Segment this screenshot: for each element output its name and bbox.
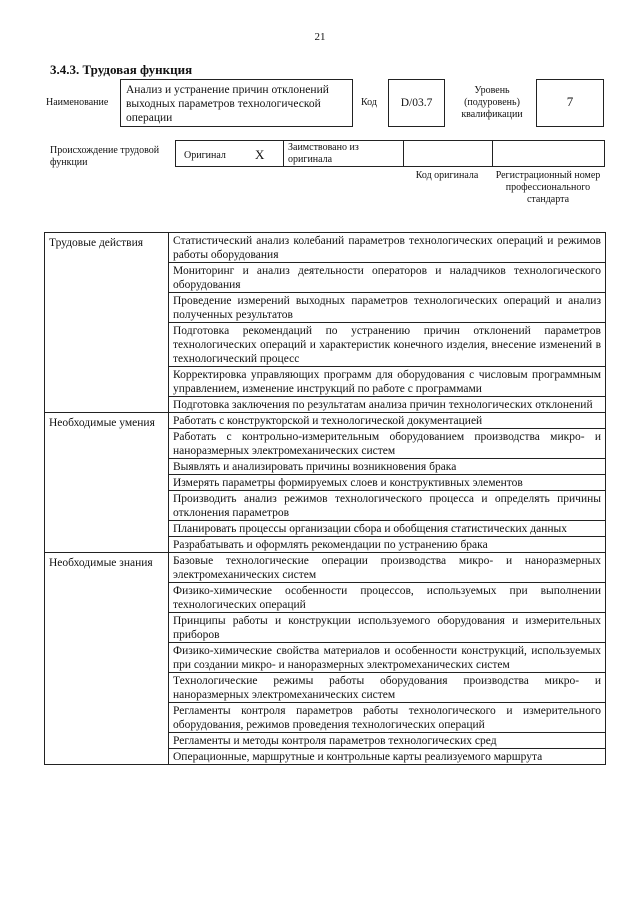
original-label: Оригинал	[184, 150, 226, 161]
item-cell: Разрабатывать и оформлять рекомендации по устранению брака	[169, 537, 606, 553]
item-cell: Корректировка управляющих программ для оборудования с числовым программным управлением, изменение инструкций по работе с программами	[169, 367, 606, 397]
origin-table	[175, 140, 605, 167]
item-cell: Базовые технологические операции производства микро- и наноразмерных электромеханических систем	[169, 553, 606, 583]
item-cell: Технологические режимы работы оборудования производства микро- и наноразмерных электромеханических систем	[169, 673, 606, 703]
item-cell: Операционные, маршрутные и контрольные карты реализуемого маршрута	[169, 749, 606, 765]
table-row	[45, 413, 606, 429]
section-title: 3.4.3. Трудовая функция	[50, 62, 193, 77]
item-cell: Физико-химические свойства материалов и особенности конструкций, используемых при создании микро- и наноразмерных электромеханических систем	[169, 643, 606, 673]
item-cell: Планировать процессы организации сбора и обобщения статистических данных	[169, 521, 606, 537]
reg-number-label: Регистрационный номер профессионального стандарта	[495, 170, 601, 205]
item-cell: Регламенты контроля параметров работы технологического и измерительного оборудования, режимов проведения технологических операций	[169, 703, 606, 733]
function-name: Анализ и устранение причин отклонений выходных параметров технологической операции	[120, 79, 353, 127]
table-row	[45, 233, 606, 263]
item-cell: Подготовка рекомендаций по устранению причин отклонений параметров технологических операций и характеристик конечного изделия, внесение изменений в технологический процесс	[169, 323, 606, 367]
code-label: Код	[361, 97, 377, 108]
origin-label: Происхождение трудовой функции	[50, 145, 160, 168]
item-cell: Проведение измерений выходных параметров технологических операций и анализ полученных результатов	[169, 293, 606, 323]
item-cell: Работать с конструкторской и технологической документацией	[169, 413, 606, 429]
level-value: 7	[536, 79, 604, 127]
item-cell: Производить анализ режимов технологического процесса и определять причины отклонения параметров	[169, 491, 606, 521]
name-label: Наименование	[46, 97, 109, 108]
item-cell: Физико-химические особенности процессов, используемых при выполнении технологических операций	[169, 583, 606, 613]
table-row	[45, 553, 606, 583]
item-cell: Работать с контрольно-измерительным оборудованием производства микро- и наноразмерных электромеханических систем	[169, 429, 606, 459]
item-cell: Регламенты и методы контроля параметров технологических сред	[169, 733, 606, 749]
code-original-label: Код оригинала	[415, 170, 479, 181]
function-table	[44, 232, 606, 765]
category-cell: Трудовые действия	[45, 233, 169, 413]
item-cell: Выявлять и анализировать причины возникновения брака	[169, 459, 606, 475]
page-number: 21	[314, 31, 326, 43]
function-code: D/03.7	[388, 79, 445, 127]
item-cell: Подготовка заключения по результатам анализа причин технологических отклонений	[169, 397, 606, 413]
item-cell: Статистический анализ колебаний параметров технологических операций и режимов работы оборудования	[169, 233, 606, 263]
category-cell: Необходимые умения	[45, 413, 169, 553]
level-label: Уровень (подуровень) квалификации	[461, 85, 523, 120]
item-cell: Измерять параметры формируемых слоев и конструктивных элементов	[169, 475, 606, 491]
borrowed-label: Заимствовано из оригинала	[288, 142, 359, 165]
category-cell: Необходимые знания	[45, 553, 169, 765]
item-cell: Мониторинг и анализ деятельности операторов и наладчиков технологического оборудования	[169, 263, 606, 293]
item-cell: Принципы работы и конструкции используемого оборудования и измерительных приборов	[169, 613, 606, 643]
original-mark: X	[255, 147, 265, 162]
